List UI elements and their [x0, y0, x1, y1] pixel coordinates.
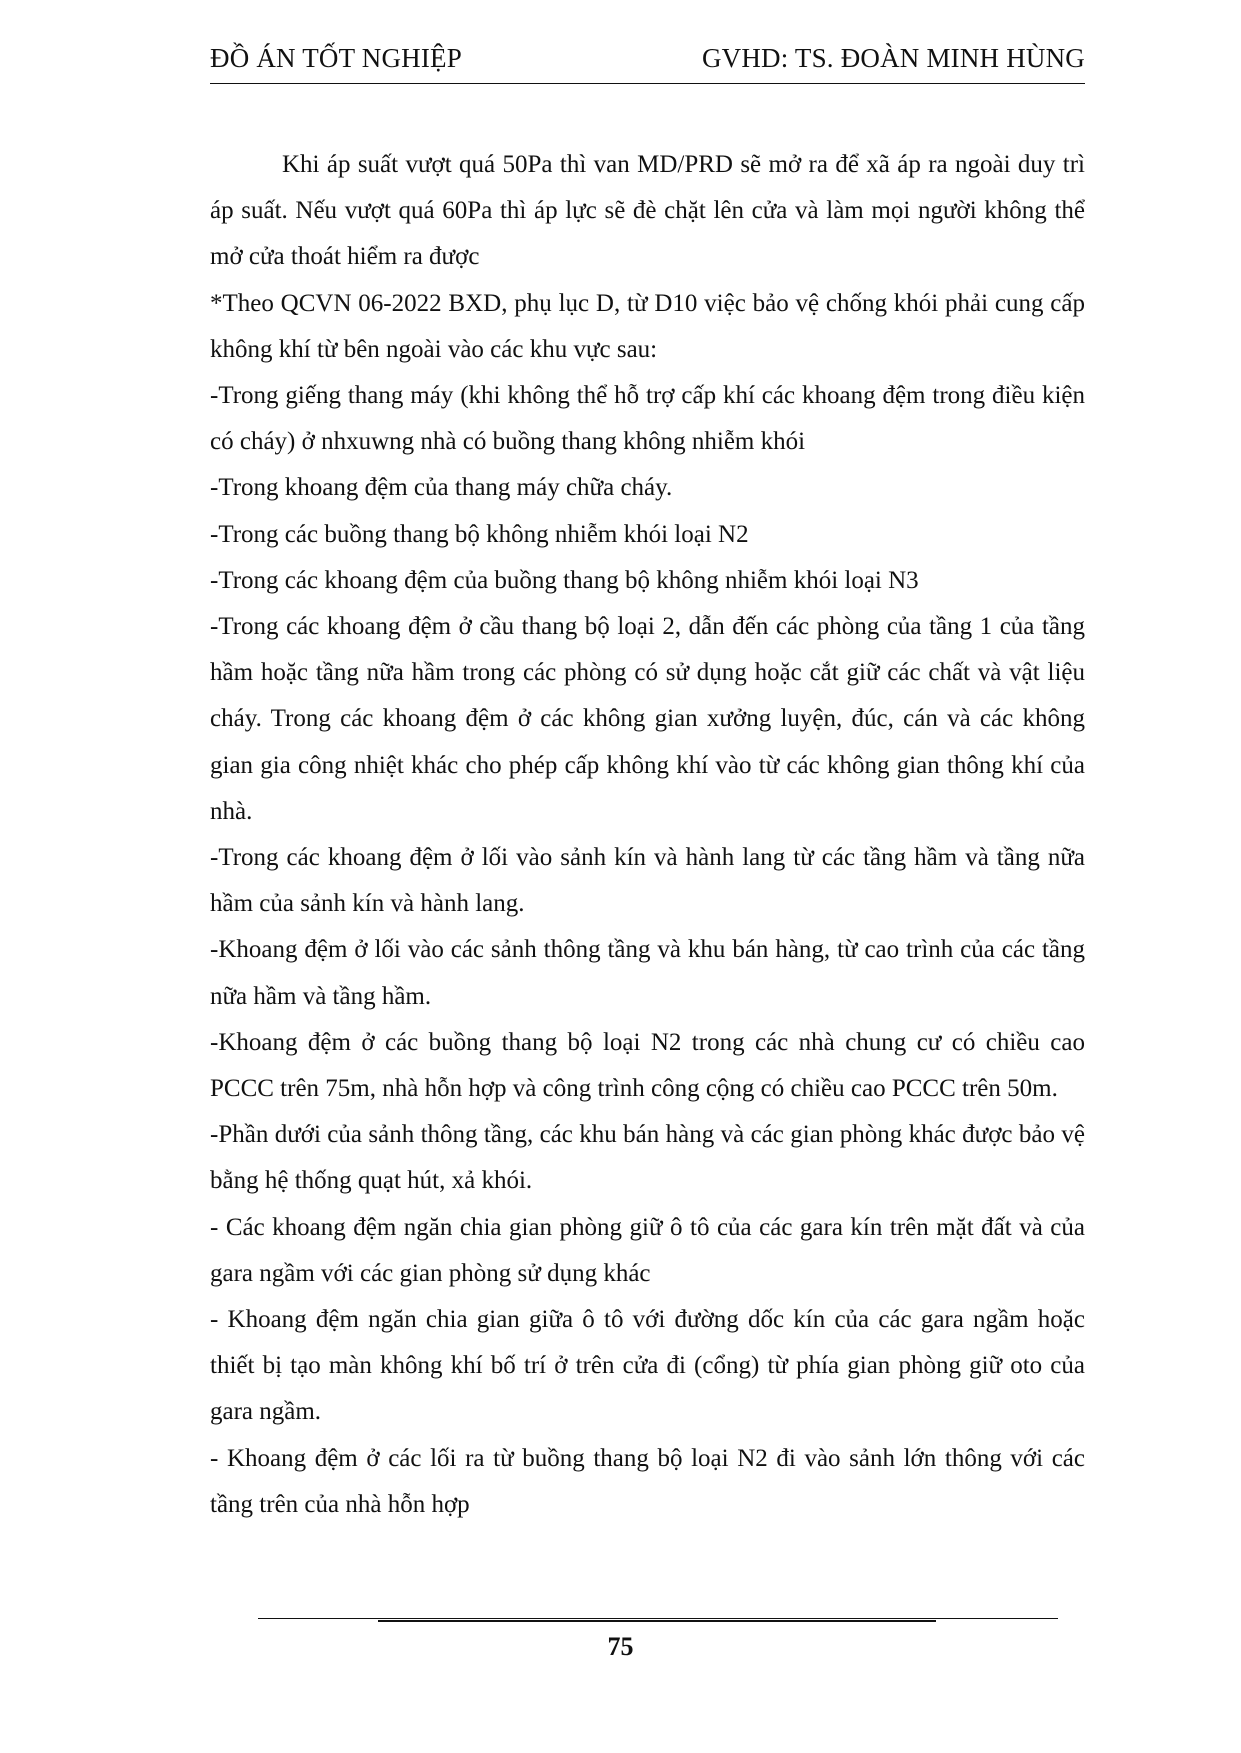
list-item: -Trong giếng thang máy (khi không thể hỗ trợ cấp khí các khoang đệm trong điều kiện có cháy) ở nhxuwng nhà có buồng thang không nhiễm khói — [210, 382, 1085, 456]
header-divider — [210, 83, 1085, 84]
list-item: -Khoang đệm ở lối vào các sảnh thông tầng và khu bán hàng, từ cao trình của các tầng nữa hầm và tầng hầm. — [210, 936, 1085, 1010]
list-item: - Khoang đệm ở các lối ra từ buồng thang bộ loại N2 đi vào sảnh lớn thông với các tầng trên của nhà hỗn hợp — [210, 1444, 1085, 1518]
page-header — [210, 34, 1085, 74]
list-item: -Trong các khoang đệm của buồng thang bộ không nhiễm khói loại N3 — [210, 566, 919, 594]
list-item: -Khoang đệm ở các buồng thang bộ loại N2 trong các nhà chung cư có chiều cao PCCC trên 75m, nhà hỗn hợp và công trình công cộng có chiều cao PCCC trên 50m. — [210, 1028, 1085, 1103]
page-number: 75 — [607, 1632, 634, 1661]
body-text — [210, 142, 1085, 1528]
list-item: -Trong các khoang đệm ở cầu thang bộ loại 2, dẫn đến các phòng của tầng 1 của tầng hầm hoặc tầng nữa hầm trong các phòng có sử dụng hoặc cắt giữ các chất và vật liệu cháy. Trong các khoang đệm ở các không gian xưởng luyện, đúc, cán và các không gian gia công nhiệt khác cho phép cấp không khí vào từ các không gian thông khí của nhà. — [210, 613, 1085, 825]
list-item: - Các khoang đệm ngăn chia gian phòng giữ ô tô của các gara kín trên mặt đất và của gara ngầm với các gian phòng sử dụng khác — [210, 1213, 1085, 1287]
list-item: -Trong khoang đệm của thang máy chữa cháy. — [210, 474, 673, 502]
paragraph-intro: Khi áp suất vượt quá 50Pa thì van MD/PRD sẽ mở ra để xã áp ra ngoài duy trì áp suất. Nếu vượt quá 60Pa thì áp lực sẽ đè chặt lên cửa và làm mọi người không thể mở cửa thoát hiểm ra được — [210, 151, 1085, 271]
header-document-title: ĐỒ ÁN TỐT NGHIỆP — [210, 43, 462, 73]
list-item: -Trong các khoang đệm ở lối vào sảnh kín và hành lang từ các tầng hầm và tầng nữa hầm của sảnh kín và hành lang. — [210, 844, 1085, 918]
paragraph-regulation: *Theo QCVN 06-2022 BXD, phụ lục D, từ D10 việc bảo vệ chống khói phải cung cấp không khí từ bên ngoài vào các khu vực sau: — [210, 289, 1085, 363]
footer-divider-thick — [378, 1620, 936, 1622]
list-item: -Phần dưới của sảnh thông tầng, các khu bán hàng và các gian phòng khác được bảo vệ bằng hệ thống quạt hút, xả khói. — [210, 1121, 1085, 1195]
footer-divider-thin — [258, 1618, 1058, 1619]
header-supervisor: GVHD: TS. ĐOÀN MINH HÙNG — [701, 43, 1085, 73]
list-item: -Trong các buồng thang bộ không nhiễm khói loại N2 — [210, 520, 749, 548]
list-item: - Khoang đệm ngăn chia gian giữa ô tô với đường dốc kín của các gara ngầm hoặc thiết bị tạo màn không khí bố trí ở trên cửa đi (cổng) từ phía gian phòng giữ oto của gara ngầm. — [210, 1306, 1085, 1426]
